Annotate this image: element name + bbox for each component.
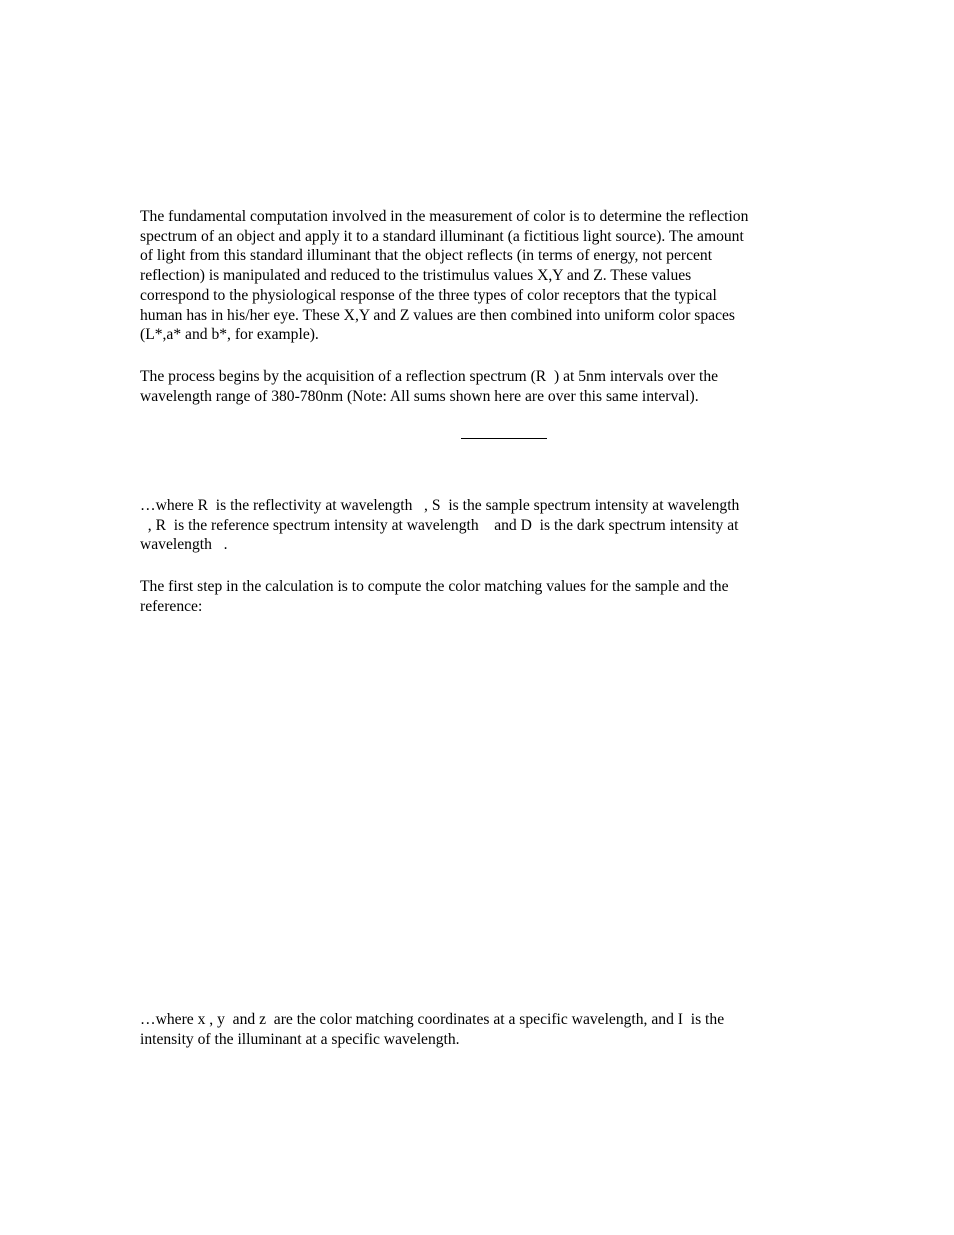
text-line: …where x , y and z are the color matching coordinates at a specific wavelength, and I is the [140,1011,725,1028]
text-line: wavelength . [140,536,228,554]
text-line: correspond to the physiological response of the three types of color receptors that the typical [140,286,717,304]
text-line: wavelength range of 380-780nm (Note: All sums shown here are over this same interval). [140,387,699,405]
text-line: intensity of the illuminant at a specific wavelength. [140,1030,460,1048]
text-line: , R is the reference spectrum intensity at wavelength and D is the dark spectrum intensity at [140,516,739,534]
process-paragraph [140,367,820,406]
text-line: reference: [140,597,203,615]
text-line: The process begins by the acquisition of a reflection spectrum (R ) at 5nm intervals over the [140,368,719,385]
text-line: of light from this standard illuminant that the object reflects (in terms of energy, not percent [140,247,713,265]
first-step-paragraph [140,577,820,616]
equation-fraction-bar [461,438,547,439]
text-line: reflection) is manipulated and reduced to the tristimulus values X,Y and Z. These values [140,267,692,285]
text-line: …where R is the reflectivity at wavelength , S is the sample spectrum intensity at wavelength [140,497,740,514]
text-line: The fundamental computation involved in the measurement of color is to determine the reflection [140,208,749,225]
text-line: The first step in the calculation is to compute the color matching values for the sample and the [140,578,729,595]
text-line: human has in his/her eye. These X,Y and Z values are then combined into uniform color spaces [140,306,735,324]
coordinates-definition-paragraph [140,1010,820,1049]
reflectivity-definition-paragraph [140,496,820,555]
text-line: (L*,a* and b*, for example). [140,326,319,344]
intro-paragraph [140,207,820,345]
text-line: spectrum of an object and apply it to a standard illuminant (a fictitious light source). The amount [140,227,744,245]
